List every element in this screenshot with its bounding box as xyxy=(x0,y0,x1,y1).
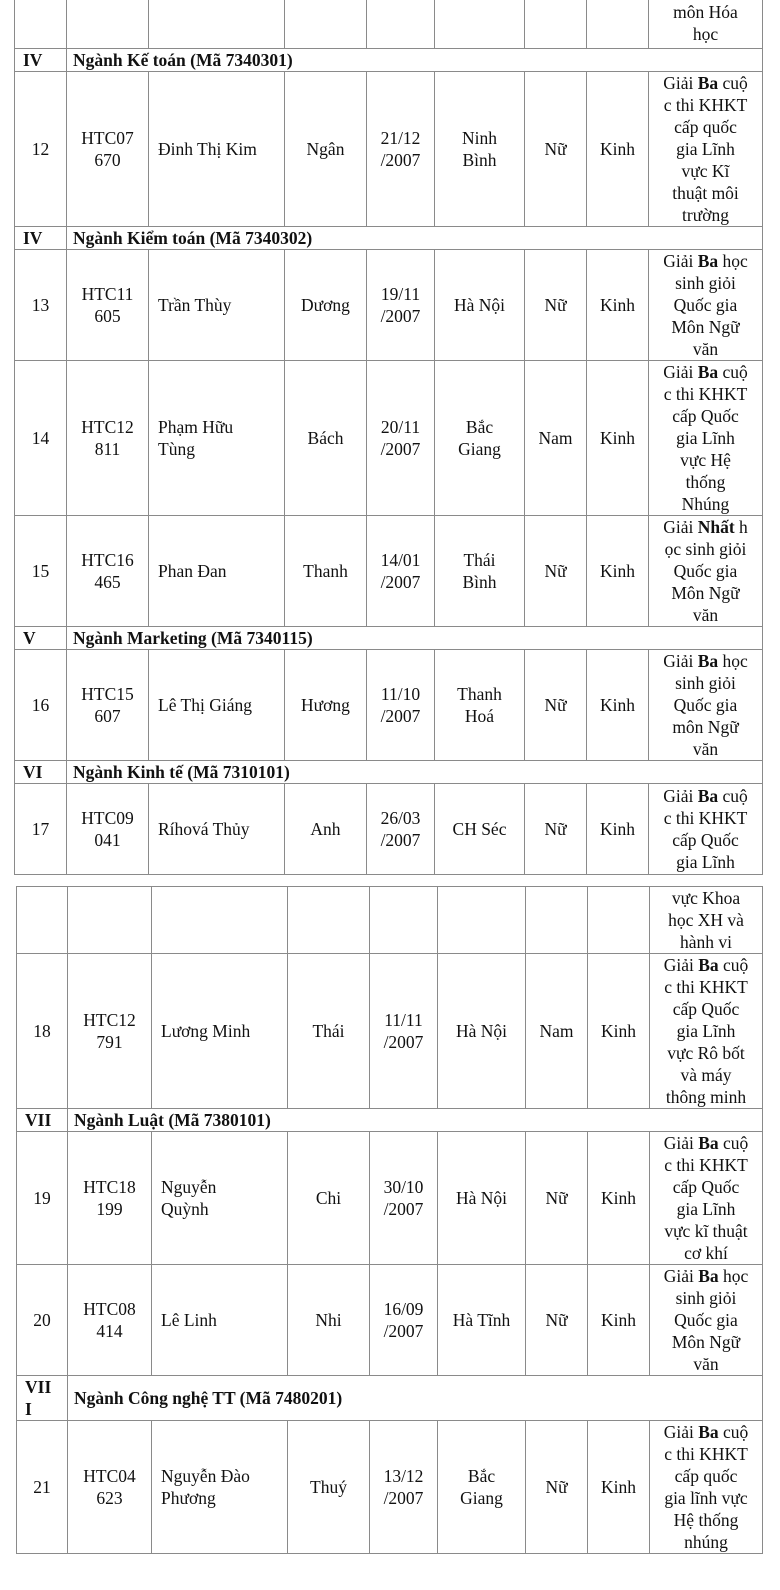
prize-text: Giải Ba cuộ c thi KHKT cấp Quốc gia Lĩnh vực kĩ thuật cơ khí xyxy=(663,1133,749,1263)
section-title: Ngành Kinh tế (Mã 7310101) xyxy=(67,761,763,784)
section-title: Ngành Kiểm toán (Mã 7340302) xyxy=(67,227,763,250)
birth-place-cell: Hà Nội xyxy=(435,250,525,361)
gender-cell: Nữ xyxy=(525,650,587,761)
row-number-cell: 15 xyxy=(15,516,67,627)
given-name-cell: Chi xyxy=(288,1132,370,1265)
gender-cell: Nữ xyxy=(525,784,587,875)
section-header-row xyxy=(15,227,763,250)
gender-cell xyxy=(525,0,587,49)
row-number-cell: 14 xyxy=(15,361,67,516)
row-number-cell: 16 xyxy=(15,650,67,761)
prize-text: Giải Ba học sinh giỏi Quốc gia Môn Ngữ văn xyxy=(663,251,748,359)
birth-date-cell: 30/10 /2007 xyxy=(370,1132,438,1265)
prize-text: Giải Ba cuộ c thi KHKT cấp quốc gia lĩnh vực Hệ thống nhúng xyxy=(663,1422,749,1552)
prize-text: Giải Ba cuộ c thi KHKT cấp Quốc gia Lĩnh xyxy=(663,786,748,872)
prize-cell xyxy=(649,72,763,227)
row-number-cell: 12 xyxy=(15,72,67,227)
family-name-cell: Lê Linh xyxy=(152,1265,288,1376)
prize-text: Giải Ba cuộ c thi KHKT cấp quốc gia Lĩnh vực Kĩ thuật môi trường xyxy=(663,73,748,225)
student-row xyxy=(15,784,763,875)
row-number-cell: 18 xyxy=(17,954,68,1109)
prize-cell xyxy=(649,650,763,761)
section-header-row xyxy=(17,1109,763,1132)
prize-cell xyxy=(649,784,763,875)
ethnicity-cell xyxy=(587,0,649,49)
ethnicity-cell: Kinh xyxy=(588,1265,650,1376)
family-name-cell: Lương Minh xyxy=(152,954,288,1109)
student-code-cell: HTC08 414 xyxy=(68,1265,152,1376)
row-number-cell: 17 xyxy=(15,784,67,875)
prize-text: môn Hóa học xyxy=(673,2,738,44)
family-name-cell: Trần Thùy xyxy=(149,250,285,361)
birth-date-cell: 21/12 /2007 xyxy=(367,72,435,227)
birth-date-cell: 16/09 /2007 xyxy=(370,1265,438,1376)
family-name-cell xyxy=(149,0,285,49)
birth-place-cell: Hà Nội xyxy=(438,954,526,1109)
ethnicity-cell: Kinh xyxy=(587,72,649,227)
student-row xyxy=(15,0,763,49)
row-number-cell xyxy=(17,887,68,954)
row-number-cell: 21 xyxy=(17,1421,68,1554)
student-row xyxy=(15,250,763,361)
ethnicity-cell: Kinh xyxy=(588,1421,650,1554)
student-code-cell: HTC16 465 xyxy=(67,516,149,627)
section-number: VII I xyxy=(17,1376,68,1421)
student-row xyxy=(17,1132,763,1265)
birth-place-cell: Bắc Giang xyxy=(435,361,525,516)
row-number-cell: 20 xyxy=(17,1265,68,1376)
gender-cell: Nữ xyxy=(526,1421,588,1554)
ethnicity-cell: Kinh xyxy=(587,361,649,516)
ethnicity-cell: Kinh xyxy=(588,1132,650,1265)
section-number: VI xyxy=(15,761,67,784)
prize-text: Giải Ba cuộ c thi KHKT cấp Quốc gia Lĩnh vực Hệ thống Nhúng xyxy=(663,362,748,514)
student-code-cell: HTC15 607 xyxy=(67,650,149,761)
given-name-cell: Anh xyxy=(285,784,367,875)
award-students-table xyxy=(14,0,763,875)
given-name-cell: Ngân xyxy=(285,72,367,227)
section-header-row xyxy=(15,49,763,72)
section-title: Ngành Luật (Mã 7380101) xyxy=(68,1109,763,1132)
student-code-cell xyxy=(68,887,152,954)
ethnicity-cell: Kinh xyxy=(587,650,649,761)
birth-place-cell xyxy=(438,887,526,954)
prize-text: Giải Ba học sinh giỏi Quốc gia môn Ngữ văn xyxy=(663,651,748,759)
birth-date-cell xyxy=(370,887,438,954)
family-name-cell: Nguyễn Đào Phương xyxy=(152,1421,288,1554)
section-number: IV xyxy=(15,227,67,250)
gender-cell: Nữ xyxy=(526,1265,588,1376)
row-number-cell: 19 xyxy=(17,1132,68,1265)
section-header-row xyxy=(17,1376,763,1421)
birth-date-cell: 26/03 /2007 xyxy=(367,784,435,875)
family-name-cell: Phạm Hữu Tùng xyxy=(149,361,285,516)
gender-cell: Nam xyxy=(526,954,588,1109)
gender-cell xyxy=(526,887,588,954)
student-row xyxy=(15,361,763,516)
student-row xyxy=(17,954,763,1109)
family-name-cell xyxy=(152,887,288,954)
row-number-cell xyxy=(15,0,67,49)
prize-cell xyxy=(649,250,763,361)
given-name-cell: Bách xyxy=(285,361,367,516)
gender-cell: Nữ xyxy=(526,1132,588,1265)
birth-place-cell: Hà Nội xyxy=(438,1132,526,1265)
birth-place-cell: Thái Bình xyxy=(435,516,525,627)
birth-date-cell: 19/11 /2007 xyxy=(367,250,435,361)
birth-place-cell xyxy=(435,0,525,49)
birth-date-cell: 11/11 /2007 xyxy=(370,954,438,1109)
family-name-cell: Phan Đan xyxy=(149,516,285,627)
section-number: V xyxy=(15,627,67,650)
section-header-row xyxy=(15,627,763,650)
birth-date-cell: 20/11 /2007 xyxy=(367,361,435,516)
student-code-cell: HTC12 811 xyxy=(67,361,149,516)
given-name-cell: Thái xyxy=(288,954,370,1109)
prize-cell xyxy=(650,1421,763,1554)
section-number: VII xyxy=(17,1109,68,1132)
student-row xyxy=(15,516,763,627)
student-code-cell: HTC12 791 xyxy=(68,954,152,1109)
ethnicity-cell xyxy=(588,887,650,954)
prize-cell xyxy=(650,1132,763,1265)
birth-date-cell: 13/12 /2007 xyxy=(370,1421,438,1554)
given-name-cell: Dương xyxy=(285,250,367,361)
prize-cell xyxy=(649,361,763,516)
student-row xyxy=(17,1421,763,1554)
student-row xyxy=(17,887,763,954)
gender-cell: Nam xyxy=(525,361,587,516)
award-students-table-continued xyxy=(16,886,763,1554)
gender-cell: Nữ xyxy=(525,516,587,627)
family-name-cell: Đinh Thị Kim xyxy=(149,72,285,227)
section-title: Ngành Công nghệ TT (Mã 7480201) xyxy=(68,1376,763,1421)
ethnicity-cell: Kinh xyxy=(587,250,649,361)
family-name-cell: Nguyễn Quỳnh xyxy=(152,1132,288,1265)
birth-date-cell: 11/10 /2007 xyxy=(367,650,435,761)
section-header-row xyxy=(15,761,763,784)
birth-date-cell xyxy=(367,0,435,49)
given-name-cell: Nhi xyxy=(288,1265,370,1376)
student-row xyxy=(15,650,763,761)
gender-cell: Nữ xyxy=(525,250,587,361)
student-code-cell: HTC04 623 xyxy=(68,1421,152,1554)
prize-cell xyxy=(650,954,763,1109)
prize-text: Giải Nhất h ọc sinh giỏi Quốc gia Môn Ngữ văn xyxy=(663,517,748,625)
birth-place-cell: CH Séc xyxy=(435,784,525,875)
student-code-cell: HTC07 670 xyxy=(67,72,149,227)
given-name-cell xyxy=(285,0,367,49)
prize-text: Giải Ba học sinh giỏi Quốc gia Môn Ngữ văn xyxy=(663,1266,749,1374)
birth-date-cell: 14/01 /2007 xyxy=(367,516,435,627)
row-number-cell: 13 xyxy=(15,250,67,361)
section-number: IV xyxy=(15,49,67,72)
prize-cell xyxy=(650,1265,763,1376)
student-code-cell xyxy=(67,0,149,49)
prize-cell xyxy=(650,887,763,954)
given-name-cell xyxy=(288,887,370,954)
given-name-cell: Hương xyxy=(285,650,367,761)
section-title: Ngành Marketing (Mã 7340115) xyxy=(67,627,763,650)
family-name-cell: Lê Thị Giáng xyxy=(149,650,285,761)
student-row xyxy=(15,72,763,227)
student-code-cell: HTC09 041 xyxy=(67,784,149,875)
given-name-cell: Thuý xyxy=(288,1421,370,1554)
ethnicity-cell: Kinh xyxy=(587,516,649,627)
prize-text: Giải Ba cuộ c thi KHKT cấp Quốc gia Lĩnh vực Rô bốt và máy thông minh xyxy=(663,955,749,1107)
student-row xyxy=(17,1265,763,1376)
prize-text: vực Khoa học XH và hành vi xyxy=(668,888,744,952)
ethnicity-cell: Kinh xyxy=(588,954,650,1109)
student-code-cell: HTC11 605 xyxy=(67,250,149,361)
birth-place-cell: Bắc Giang xyxy=(438,1421,526,1554)
family-name-cell: Ríhová Thủy xyxy=(149,784,285,875)
section-title: Ngành Kế toán (Mã 7340301) xyxy=(67,49,763,72)
given-name-cell: Thanh xyxy=(285,516,367,627)
student-code-cell: HTC18 199 xyxy=(68,1132,152,1265)
birth-place-cell: Hà Tĩnh xyxy=(438,1265,526,1376)
gender-cell: Nữ xyxy=(525,72,587,227)
birth-place-cell: Thanh Hoá xyxy=(435,650,525,761)
birth-place-cell: Ninh Bình xyxy=(435,72,525,227)
prize-cell xyxy=(649,0,763,49)
prize-cell xyxy=(649,516,763,627)
ethnicity-cell: Kinh xyxy=(587,784,649,875)
